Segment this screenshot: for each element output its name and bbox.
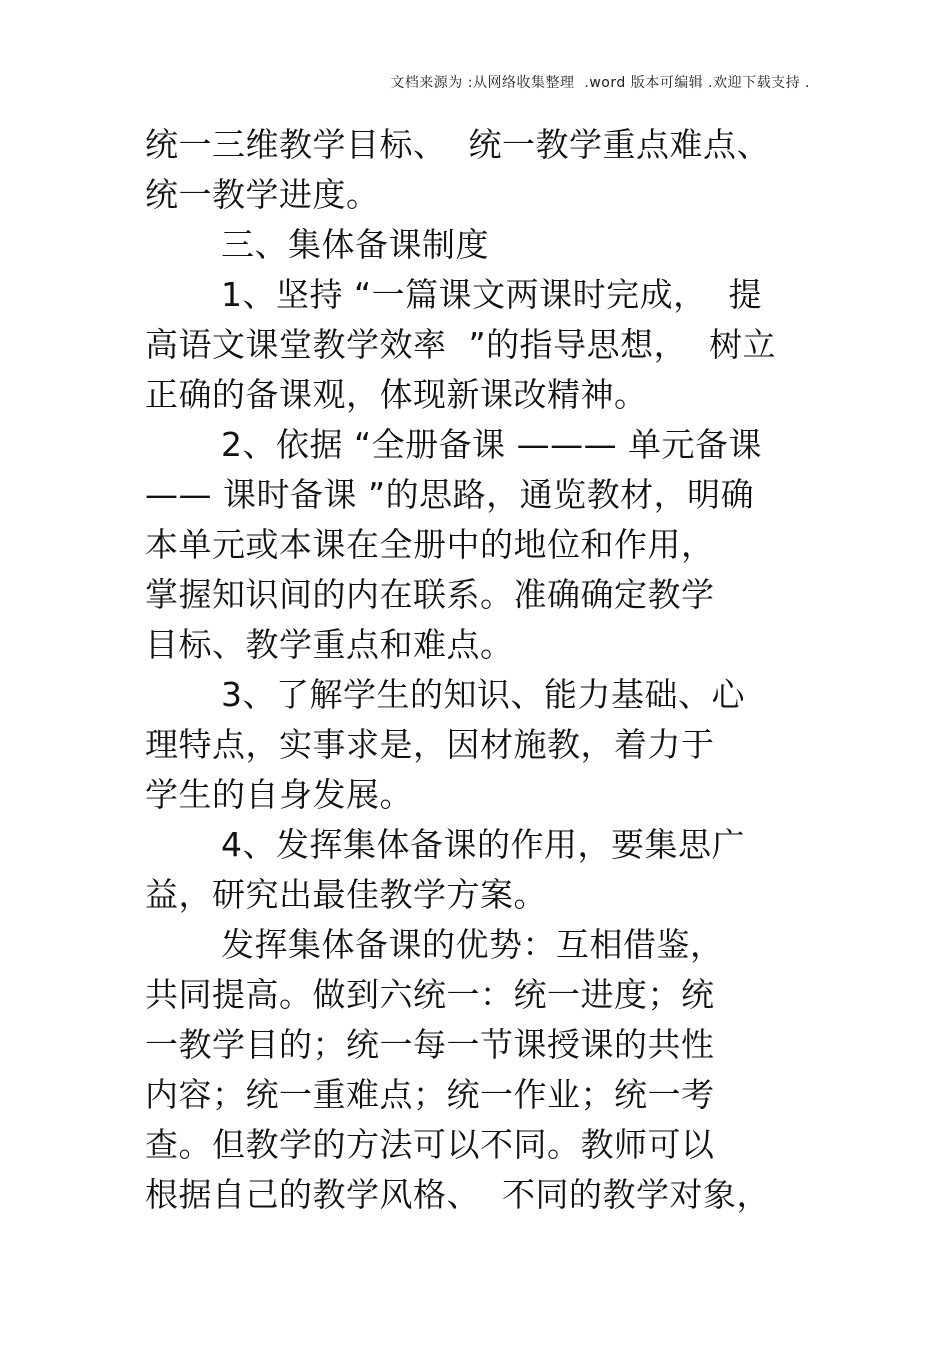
text-line: 高语文课堂教学效率 ”的指导思想， 树立 xyxy=(145,325,777,364)
text-line: 2、依据 “全册备课 ——— 单元备课 xyxy=(221,425,763,464)
text-line: 本单元或本课在全册中的地位和作用， xyxy=(145,525,715,564)
text-line: 根据自己的教学风格、 不同的教学对象， xyxy=(145,1175,770,1214)
text-line: 一教学目的；统一每一节课授课的共性 xyxy=(145,1025,715,1064)
text-line: 1、坚持 “一篇课文两课时完成， 提 xyxy=(221,275,763,314)
text-line: 4、发挥集体备课的作用，要集思广 xyxy=(221,825,745,864)
text-line: 统一教学进度。 xyxy=(145,175,380,214)
text-line: 正确的备课观，体现新课改精神。 xyxy=(145,375,648,414)
document-body xyxy=(145,120,825,1220)
text-line: 统一三维教学目标、 统一教学重点难点、 xyxy=(145,125,770,164)
text-line: 学生的自身发展。 xyxy=(145,775,413,814)
text-line: 理特点，实事求是，因材施教，着力于 xyxy=(145,725,715,764)
page-header: 文档来源为 :从网络收集整理 .word 版本可编辑 .欢迎下载支持 . xyxy=(390,75,810,91)
text-line: 共同提高。做到六统一：统一进度；统 xyxy=(145,975,715,1014)
text-line: —— 课时备课 ”的思路，通览教材，明确 xyxy=(145,475,755,514)
text-line: 发挥集体备课的优势：互相借鉴， xyxy=(221,925,724,964)
text-line: 查。但教学的方法可以不同。教师可以 xyxy=(145,1125,715,1164)
text-line: 益，研究出最佳教学方案。 xyxy=(145,875,547,914)
section-heading: 三、集体备课制度 xyxy=(221,225,489,264)
text-line: 掌握知识间的内在联系。准确确定教学 xyxy=(145,575,715,614)
text-line: 目标、教学重点和难点。 xyxy=(145,625,514,664)
text-line: 3、了解学生的知识、能力基础、心 xyxy=(221,675,745,714)
text-line: 内容；统一重难点；统一作业；统一考 xyxy=(145,1075,715,1114)
